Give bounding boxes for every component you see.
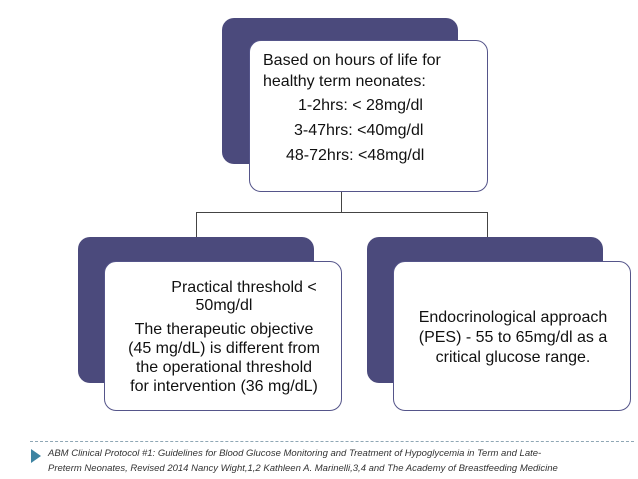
connector-vertical-left bbox=[196, 212, 197, 237]
right-node-line1: Endocrinological approach bbox=[418, 309, 608, 326]
left-node-line4: (45 mg/dL) is different from bbox=[128, 340, 320, 357]
left-node-line5: the operational threshold bbox=[135, 359, 313, 376]
right-node-box bbox=[393, 261, 631, 411]
left-node-box bbox=[104, 261, 342, 411]
footer-citation-line2: Preterm Neonates, Revised 2014 Nancy Wight,1,2 Kathleen A. Marinelli,3,4 and The Academy of Breastfeeding Medicine bbox=[48, 463, 558, 474]
footer-citation-line1: ABM Clinical Protocol #1: Guidelines for Blood Glucose Monitoring and Treatment of Hypoglycemia in Term and Late- bbox=[48, 448, 542, 459]
footer-divider bbox=[30, 441, 634, 442]
top-node-line2: healthy term neonates: bbox=[263, 73, 426, 90]
connector-horizontal bbox=[196, 212, 488, 213]
left-node-line1: Practical threshold < bbox=[171, 279, 317, 296]
left-node-line3: The therapeutic objective bbox=[134, 321, 314, 338]
footer-arrow-icon bbox=[31, 449, 41, 463]
top-node-box bbox=[249, 40, 488, 192]
connector-vertical-top bbox=[341, 190, 342, 212]
left-node-line2: 50mg/dl bbox=[195, 297, 253, 314]
right-node-line3: critical glucose range. bbox=[435, 349, 591, 366]
top-node-line4: 3-47hrs: <40mg/dl bbox=[294, 122, 424, 139]
connector-vertical-right bbox=[487, 212, 488, 237]
top-node-line1: Based on hours of life for bbox=[263, 52, 441, 69]
right-node-line2: (PES) - 55 to 65mg/dl as a bbox=[418, 329, 608, 346]
left-node-line6: for intervention (36 mg/dL) bbox=[130, 378, 318, 395]
top-node-line3: 1-2hrs: < 28mg/dl bbox=[298, 97, 423, 114]
top-node-line5: 48-72hrs: <48mg/dl bbox=[286, 147, 425, 164]
